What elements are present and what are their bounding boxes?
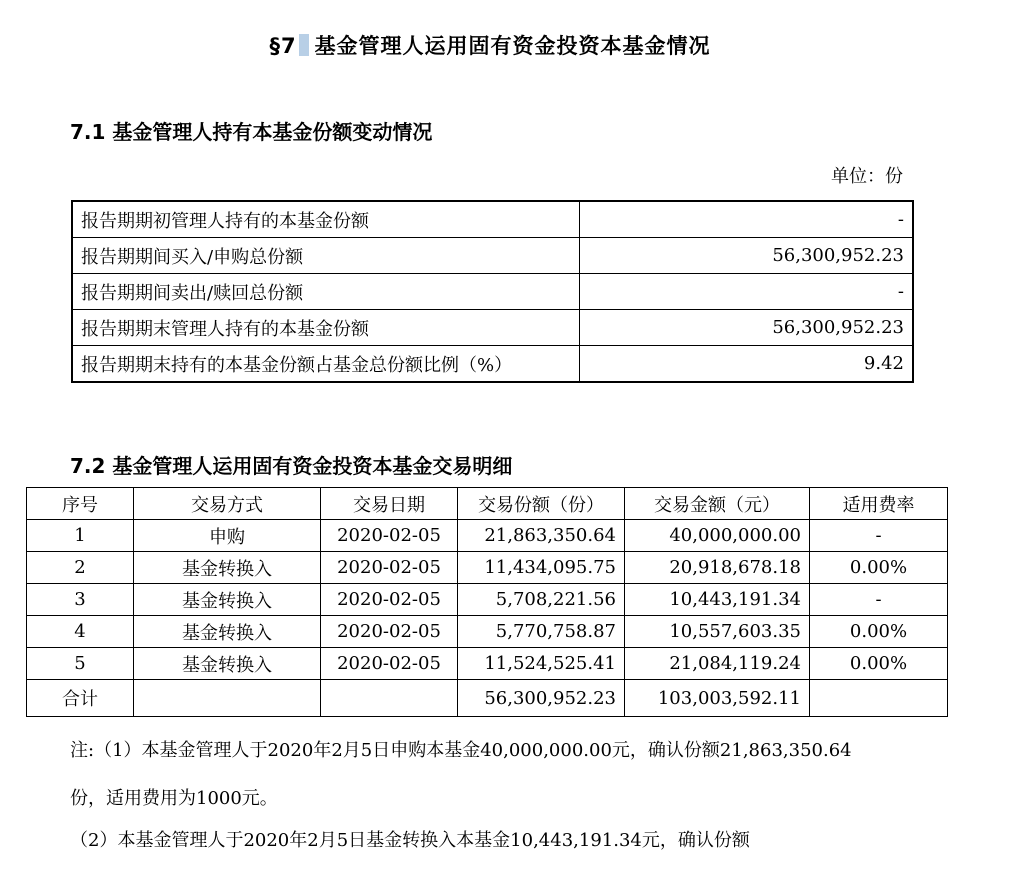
note-line-1: 注:（1）本基金管理人于2020年2月5日申购本基金40,000,000.00元，确认份额21,863,350.64 bbox=[70, 740, 852, 761]
cell-shares: 11,434,095.75 bbox=[458, 552, 625, 584]
note-line-2: 份，适用费用为1000元。 bbox=[70, 788, 278, 809]
cell-seq: 1 bbox=[27, 520, 134, 552]
note-line-3: （2）本基金管理人于2020年2月5日基金转换入本基金10,443,191.34元，确认份额 bbox=[70, 830, 750, 851]
cell-seq: 5 bbox=[27, 648, 134, 680]
cell-fee-rate: - bbox=[810, 520, 948, 552]
row-label: 报告期期间卖出/赎回总份额 bbox=[72, 274, 580, 310]
cell-amount: 10,443,191.34 bbox=[625, 584, 810, 616]
header-shares: 交易份额（份） bbox=[458, 488, 625, 520]
cell-date: 2020-02-05 bbox=[321, 584, 458, 616]
subsection-7-2-title: 7.2 基金管理人运用固有资金投资本基金交易明细 bbox=[70, 454, 513, 478]
cell-fee-rate: 0.00% bbox=[810, 648, 948, 680]
table-row bbox=[27, 616, 948, 648]
cell-seq: 4 bbox=[27, 616, 134, 648]
section-title-text: 基金管理人运用固有资金投资本基金情况 bbox=[314, 34, 711, 58]
section-number: §7 bbox=[269, 34, 297, 58]
total-shares: 56,300,952.23 bbox=[458, 680, 625, 717]
total-row bbox=[27, 680, 948, 717]
table-row bbox=[72, 310, 913, 346]
subsection-7-1-title: 7.1 基金管理人持有本基金份额变动情况 bbox=[70, 120, 433, 144]
header-amount: 交易金额（元） bbox=[625, 488, 810, 520]
cell-amount: 21,084,119.24 bbox=[625, 648, 810, 680]
cell-method: 基金转换入 bbox=[134, 616, 321, 648]
table-row bbox=[27, 584, 948, 616]
cell-method: 基金转换入 bbox=[134, 648, 321, 680]
cell-method: 申购 bbox=[134, 520, 321, 552]
cell-date: 2020-02-05 bbox=[321, 552, 458, 584]
cell-shares: 21,863,350.64 bbox=[458, 520, 625, 552]
cell-fee-rate: 0.00% bbox=[810, 552, 948, 584]
table-row bbox=[27, 648, 948, 680]
total-amount: 103,003,592.11 bbox=[625, 680, 810, 717]
transaction-detail-table bbox=[26, 487, 948, 717]
row-label: 报告期期间买入/申购总份额 bbox=[72, 238, 580, 274]
row-value: 56,300,952.23 bbox=[580, 310, 914, 346]
cell-shares: 5,708,221.56 bbox=[458, 584, 625, 616]
row-label: 报告期期末持有的本基金份额占基金总份额比例（%） bbox=[72, 346, 580, 383]
table-header-row bbox=[27, 488, 948, 520]
section-title bbox=[0, 30, 980, 60]
row-label: 报告期期末管理人持有的本基金份额 bbox=[72, 310, 580, 346]
row-label: 报告期期初管理人持有的本基金份额 bbox=[72, 201, 580, 238]
table-row bbox=[72, 274, 913, 310]
cell-method: 基金转换入 bbox=[134, 584, 321, 616]
cell-fee-rate: 0.00% bbox=[810, 616, 948, 648]
table-row bbox=[27, 552, 948, 584]
cell-fee-rate: - bbox=[810, 584, 948, 616]
header-date: 交易日期 bbox=[321, 488, 458, 520]
row-value: 56,300,952.23 bbox=[580, 238, 914, 274]
table-row bbox=[72, 346, 913, 383]
cell-seq: 2 bbox=[27, 552, 134, 584]
holding-change-table bbox=[71, 200, 914, 383]
header-fee-rate: 适用费率 bbox=[810, 488, 948, 520]
cell-date: 2020-02-05 bbox=[321, 520, 458, 552]
total-label: 合计 bbox=[27, 680, 134, 717]
header-seq: 序号 bbox=[27, 488, 134, 520]
cell-shares: 5,770,758.87 bbox=[458, 616, 625, 648]
row-value: 9.42 bbox=[580, 346, 914, 383]
row-value: - bbox=[580, 274, 914, 310]
table-row bbox=[72, 238, 913, 274]
cell-amount: 20,918,678.18 bbox=[625, 552, 810, 584]
unit-label: 单位：份 bbox=[831, 166, 903, 187]
cell-method: 基金转换入 bbox=[134, 552, 321, 584]
cell-amount: 10,557,603.35 bbox=[625, 616, 810, 648]
total-empty bbox=[810, 680, 948, 717]
cell-date: 2020-02-05 bbox=[321, 648, 458, 680]
cell-seq: 3 bbox=[27, 584, 134, 616]
total-empty bbox=[321, 680, 458, 717]
cell-date: 2020-02-05 bbox=[321, 616, 458, 648]
table-row bbox=[72, 201, 913, 238]
row-value: - bbox=[580, 201, 914, 238]
total-empty bbox=[134, 680, 321, 717]
header-method: 交易方式 bbox=[134, 488, 321, 520]
table-row bbox=[27, 520, 948, 552]
highlight-marker bbox=[299, 34, 309, 56]
cell-shares: 11,524,525.41 bbox=[458, 648, 625, 680]
cell-amount: 40,000,000.00 bbox=[625, 520, 810, 552]
